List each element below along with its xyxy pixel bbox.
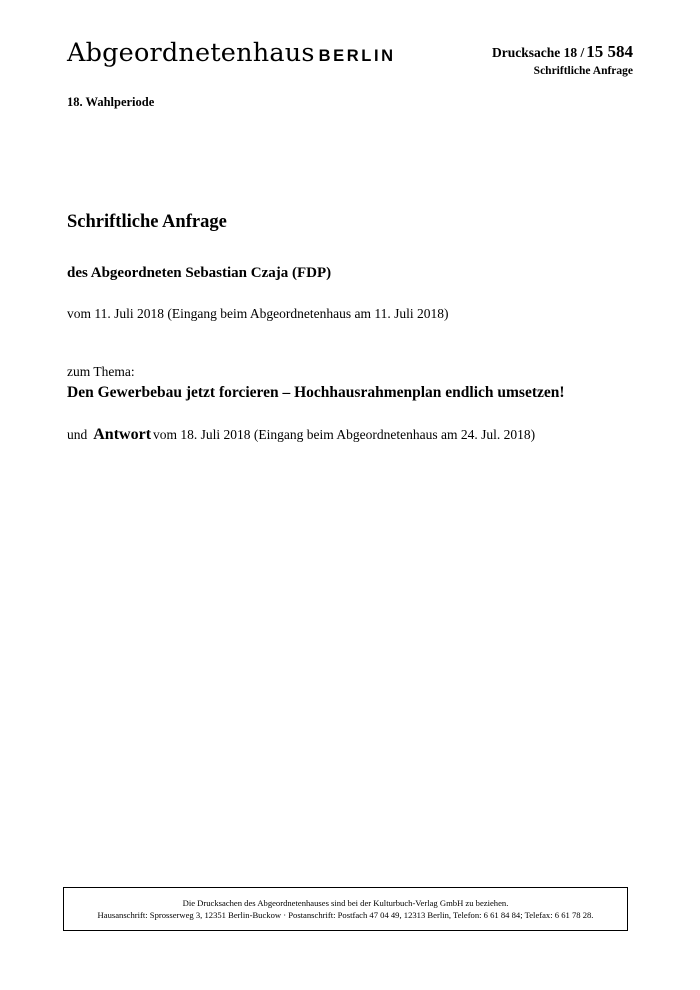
answer-label: Antwort [93,426,152,443]
institution-logo [67,38,396,68]
wahlperiode: 18. Wahlperiode [67,95,155,109]
footer-box [63,887,628,931]
drucksache-block [492,42,633,77]
document-title: Schriftliche Anfrage [67,212,227,232]
drucksache-label: Drucksache 18 / [492,45,585,60]
institution-name: Abgeordnetenhaus [67,38,315,68]
answer-date: vom 18. Juli 2018 (Eingang beim Abgeordnetenhaus am 24. Jul. 2018) [153,427,536,442]
received-date: vom 11. Juli 2018 (Eingang beim Abgeordnetenhaus am 11. Juli 2018) [67,306,449,321]
topic-label: zum Thema: [67,364,135,379]
footer-line-1: Die Drucksachen des Abgeordnetenhauses sind bei der Kulturbuch-Verlag GmbH zu beziehen. [182,898,509,908]
author-line: des Abgeordneten Sebastian Czaja (FDP) [67,265,332,281]
answer-line [67,426,535,444]
drucksache-line [492,42,633,62]
topic-title: Den Gewerbebau jetzt forcieren – Hochhausrahmenplan endlich umsetzen! [67,384,565,401]
answer-prefix: und [67,427,88,442]
document-type: Schriftliche Anfrage [533,65,633,77]
drucksache-number: 15 584 [586,42,633,61]
institution-city: BERLIN [318,47,396,65]
footer-line-2: Hausanschrift: Sprosserweg 3, 12351 Berlin-Buckow · Postanschrift: Postfach 47 04 49, 12313 Berlin, Telefon: 6 61 84 84; Telefax: 6 61 78 28. [97,910,594,920]
